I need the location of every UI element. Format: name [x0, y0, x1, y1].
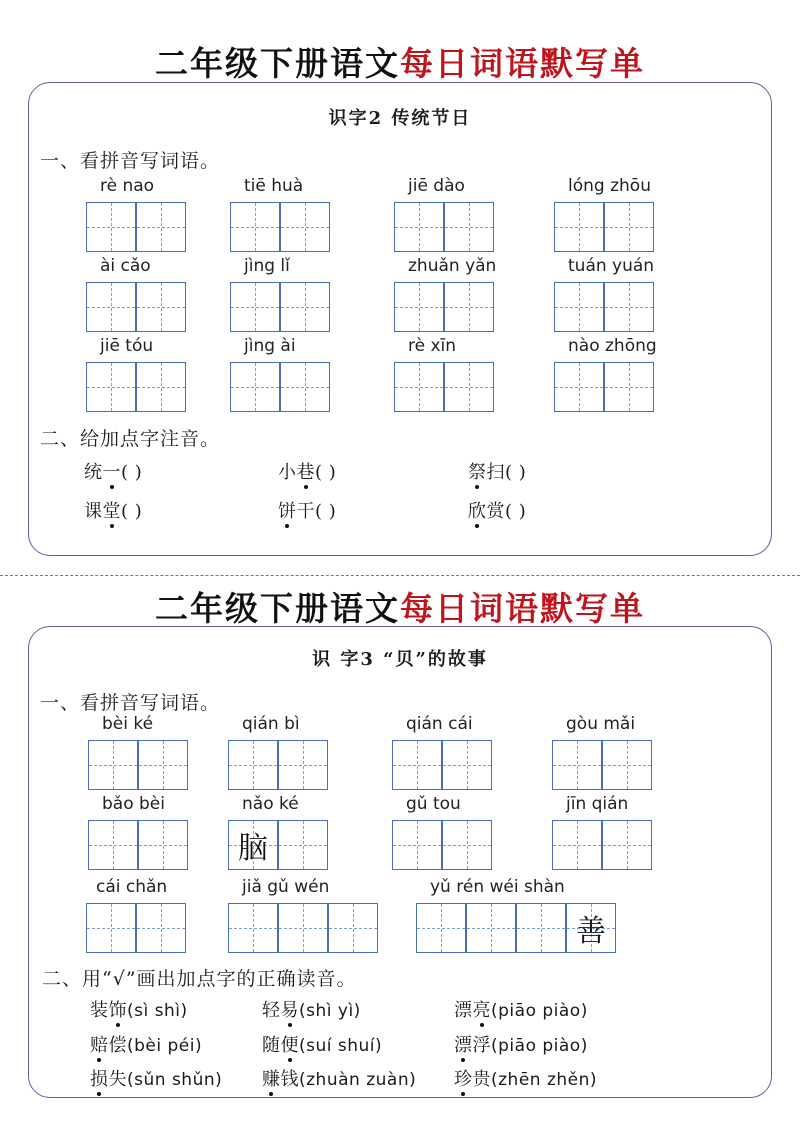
- sheet2-choice-item: [90, 996, 188, 1022]
- sheet1-phonetic-dotted-char: 祭: [468, 462, 487, 483]
- sheet2-choice-char: 漂: [454, 1000, 473, 1021]
- sheet2-choice-char: 贵: [472, 1069, 491, 1090]
- sheet1-tianzige-box[interactable]: [394, 282, 444, 332]
- sheet2-written-char: 善: [576, 914, 606, 949]
- sheet1-pinyin-6: zhuǎn yǎn: [408, 256, 497, 276]
- sheet1-tianzige-box[interactable]: [554, 282, 604, 332]
- sheet2-choice-char: 装: [90, 1000, 109, 1021]
- sheet1-section1-title: 一、看拼音写词语。: [40, 150, 221, 172]
- sheet1-phonetic-item: [278, 458, 336, 484]
- sheet1-phonetic-dotted-char: 一: [102, 462, 121, 483]
- sheet1-pinyin-5: jìng lǐ: [244, 256, 290, 276]
- sheet2-tianzige-box[interactable]: [88, 740, 138, 790]
- sheet2-tianzige-box[interactable]: [228, 820, 278, 870]
- sheet2-choice-dotted-char: 损: [90, 1069, 109, 1090]
- sheet2-choice-item: [262, 996, 361, 1022]
- sheet1-tianzige-box[interactable]: [444, 362, 494, 412]
- sheet2-choice-pinyin-options[interactable]: (piāo piào): [491, 1001, 588, 1021]
- sheet1-pinyin-8: jiē tóu: [100, 336, 154, 356]
- sheet2-pinyin-5: nǎo ké: [242, 794, 299, 814]
- sheet1-phonetic-answer-blank[interactable]: ( ): [121, 501, 143, 522]
- sheet1-phonetic-char: 扫: [486, 462, 505, 483]
- sheet2-title-worksheet: 每日词语默写单: [400, 589, 645, 628]
- sheet1-phonetic-item: [468, 497, 526, 523]
- sheet2-choice-dotted-char: 赔: [90, 1035, 109, 1056]
- sheet2-tianzige-box[interactable]: [466, 903, 516, 953]
- sheet1-tianzige-box[interactable]: [554, 202, 604, 252]
- sheet2-section1-title: 一、看拼音写词语。: [40, 692, 221, 714]
- sheet2-choice-item: [454, 1065, 597, 1091]
- sheet2-choice-dotted-char: 赚: [262, 1069, 281, 1090]
- sheet2-choice-pinyin-options[interactable]: (zhēn zhěn): [491, 1070, 598, 1090]
- sheet1-tianzige-box[interactable]: [230, 202, 280, 252]
- sheet1-phonetic-answer-blank[interactable]: ( ): [121, 462, 143, 483]
- sheet2-tianzige-box[interactable]: [88, 820, 138, 870]
- sheet2-tianzige-box[interactable]: [392, 820, 442, 870]
- sheet2-choice-pinyin-options[interactable]: (piāo piào): [491, 1036, 588, 1056]
- sheet1-phonetic-item: [278, 497, 336, 523]
- sheet1-tianzige-box[interactable]: [86, 362, 136, 412]
- sheet1-tianzige-box[interactable]: [604, 202, 654, 252]
- sheet1-tianzige-box[interactable]: [136, 282, 186, 332]
- sheet2-choice-pinyin-options[interactable]: (bèi péi): [127, 1036, 203, 1056]
- sheet1-tianzige-box[interactable]: [230, 362, 280, 412]
- sheet2-choice-item: [90, 1065, 222, 1091]
- sheet2-tianzige-box[interactable]: [278, 740, 328, 790]
- sheet1-tianzige-box[interactable]: [394, 362, 444, 412]
- sheet2-choice-dotted-char: 饰: [108, 1000, 127, 1021]
- sheet1-phonetic-char: 小: [278, 462, 297, 483]
- sheet2-choice-dotted-char: 易: [280, 1000, 299, 1021]
- sheet2-choice-dotted-char: 便: [280, 1035, 299, 1056]
- sheet2-tianzige-box[interactable]: [228, 903, 278, 953]
- sheet1-tianzige-box[interactable]: [230, 282, 280, 332]
- sheet2-tianzige-box[interactable]: [278, 820, 328, 870]
- sheet2-choice-dotted-char: 珍: [454, 1069, 473, 1090]
- sheet2-tianzige-box[interactable]: [392, 740, 442, 790]
- sheet2-tianzige-box[interactable]: [442, 820, 492, 870]
- sheet2-tianzige-box[interactable]: [86, 903, 136, 953]
- sheet2-choice-char: 钱: [280, 1069, 299, 1090]
- sheet2-tianzige-box[interactable]: [416, 903, 466, 953]
- sheet2-written-char: 脑: [238, 831, 268, 866]
- sheet1-tianzige-box[interactable]: [136, 362, 186, 412]
- sheet1-tianzige-box[interactable]: [444, 202, 494, 252]
- sheet1-pinyin-4: ài cǎo: [100, 256, 151, 276]
- sheet2-pinyin-9: jiǎ gǔ wén: [242, 877, 330, 897]
- sheet1-tianzige-box[interactable]: [280, 202, 330, 252]
- sheet2-pinyin-3: gòu mǎi: [566, 714, 636, 734]
- sheet1-pinyin-7: tuán yuán: [568, 256, 655, 276]
- sheet2-tianzige-box[interactable]: [552, 820, 602, 870]
- sheet1-tianzige-box[interactable]: [86, 282, 136, 332]
- sheet2-pinyin-4: bǎo bèi: [102, 794, 165, 814]
- sheet1-phonetic-char: 干: [296, 501, 315, 522]
- sheet2-tianzige-box[interactable]: [602, 820, 652, 870]
- sheet2-tianzige-box[interactable]: [552, 740, 602, 790]
- sheet1-phonetic-item: [84, 497, 142, 523]
- sheet1-pinyin-9: jìng ài: [244, 336, 296, 356]
- sheet1-phonetic-char: 课: [84, 501, 103, 522]
- sheet2-tianzige-box[interactable]: [228, 740, 278, 790]
- sheet2-section2-title: 二、用“√”画出加点字的正确读音。: [42, 968, 357, 990]
- sheet2-choice-item: [262, 1031, 382, 1057]
- sheet1-tianzige-box[interactable]: [136, 202, 186, 252]
- sheet1-pinyin-11: nào zhōng: [568, 336, 657, 356]
- sheet1-phonetic-dotted-char: 欣: [468, 501, 487, 522]
- sheet2-choice-item: [90, 1031, 202, 1057]
- sheet2-pinyin-1: qián bì: [242, 714, 300, 734]
- sheet2-tianzige-box[interactable]: [442, 740, 492, 790]
- sheet2-tianzige-box[interactable]: [138, 740, 188, 790]
- sheet1-tianzige-box[interactable]: [280, 362, 330, 412]
- sheet1-pinyin-10: rè xīn: [408, 336, 457, 356]
- sheet2-tianzige-box[interactable]: [516, 903, 566, 953]
- sheet1-title-worksheet: 每日词语默写单: [400, 44, 645, 83]
- sheet1-pinyin-3: lóng zhōu: [568, 176, 651, 196]
- sheet1-pinyin-1: tiē huà: [244, 176, 304, 196]
- sheet2-choice-pinyin-options[interactable]: (suí shuí): [299, 1036, 383, 1056]
- sheet2-pinyin-8: cái chǎn: [96, 877, 168, 897]
- sheet1-title-grade: 二年级下册语文: [155, 44, 400, 83]
- sheet2-pinyin-0: bèi ké: [102, 714, 154, 734]
- sheet2-pinyin-10: yǔ rén wéi shàn: [430, 877, 565, 897]
- sheet2-choice-item: [454, 1031, 588, 1057]
- sheet1-title: [0, 38, 800, 85]
- sheet1-phonetic-char: 统: [84, 462, 103, 483]
- sheet1-phonetic-answer-blank[interactable]: ( ): [315, 462, 337, 483]
- sheet2-pinyin-6: gǔ tou: [406, 794, 461, 814]
- sheet2-choice-pinyin-options[interactable]: (sǔn shǔn): [127, 1070, 223, 1090]
- sheet2-choice-dotted-char: 亮: [472, 1000, 491, 1021]
- sheet2-tianzige-box[interactable]: [328, 903, 378, 953]
- sheet2-tianzige-box[interactable]: [278, 903, 328, 953]
- sheet1-phonetic-dotted-char: 饼: [278, 501, 297, 522]
- sheet2-title: [0, 583, 800, 630]
- sheet1-pinyin-2: jiē dào: [408, 176, 465, 196]
- sheet2-choice-pinyin-options[interactable]: (shì yì): [299, 1001, 361, 1021]
- sheet2-choice-char: 轻: [262, 1000, 281, 1021]
- sheet2-choice-char: 浮: [472, 1035, 491, 1056]
- sheet2-tianzige-box[interactable]: [136, 903, 186, 953]
- sheet1-tianzige-box[interactable]: [604, 282, 654, 332]
- sheet1-section2-title: 二、给加点字注音。: [40, 428, 221, 450]
- sheet2-title-grade: 二年级下册语文: [155, 589, 400, 628]
- sheet2-pinyin-7: jīn qián: [566, 794, 629, 814]
- sheet2-choice-char: 偿: [108, 1035, 127, 1056]
- sheet1-phonetic-answer-blank[interactable]: ( ): [505, 462, 527, 483]
- sheet2-choice-char: 失: [108, 1069, 127, 1090]
- sheet2-choice-item: [262, 1065, 416, 1091]
- sheet1-pinyin-0: rè nao: [100, 176, 155, 196]
- sheet2-tianzige-box[interactable]: [602, 740, 652, 790]
- sheet2-tianzige-box[interactable]: [566, 903, 616, 953]
- sheet1-phonetic-dotted-char: 堂: [102, 501, 121, 522]
- sheet1-tianzige-box[interactable]: [394, 202, 444, 252]
- sheet1-phonetic-char: 赏: [486, 501, 505, 522]
- sheet1-tianzige-box[interactable]: [86, 202, 136, 252]
- sheet1-lesson-title: 识字2 传统节日: [328, 108, 472, 129]
- sheet1-tianzige-box[interactable]: [604, 362, 654, 412]
- sheet1-phonetic-dotted-char: 巷: [296, 462, 315, 483]
- sheet1-tianzige-box[interactable]: [554, 362, 604, 412]
- sheet1-phonetic-answer-blank[interactable]: ( ): [315, 501, 337, 522]
- sheet1-phonetic-item: [84, 458, 142, 484]
- sheet1-tianzige-box[interactable]: [280, 282, 330, 332]
- sheet1-phonetic-item: [468, 458, 526, 484]
- sheet2-choice-pinyin-options[interactable]: (sì shì): [127, 1001, 188, 1021]
- sheet2-choice-item: [454, 996, 588, 1022]
- cut-line-divider: [0, 575, 800, 576]
- sheet2-choice-char: 随: [262, 1035, 281, 1056]
- sheet2-tianzige-box[interactable]: [138, 820, 188, 870]
- sheet1-phonetic-answer-blank[interactable]: ( ): [505, 501, 527, 522]
- sheet2-pinyin-2: qián cái: [406, 714, 473, 734]
- sheet2-choice-pinyin-options[interactable]: (zhuàn zuàn): [299, 1070, 417, 1090]
- sheet2-lesson-title: 识 字3 “贝”的故事: [312, 649, 488, 670]
- sheet2-choice-dotted-char: 漂: [454, 1035, 473, 1056]
- sheet1-tianzige-box[interactable]: [444, 282, 494, 332]
